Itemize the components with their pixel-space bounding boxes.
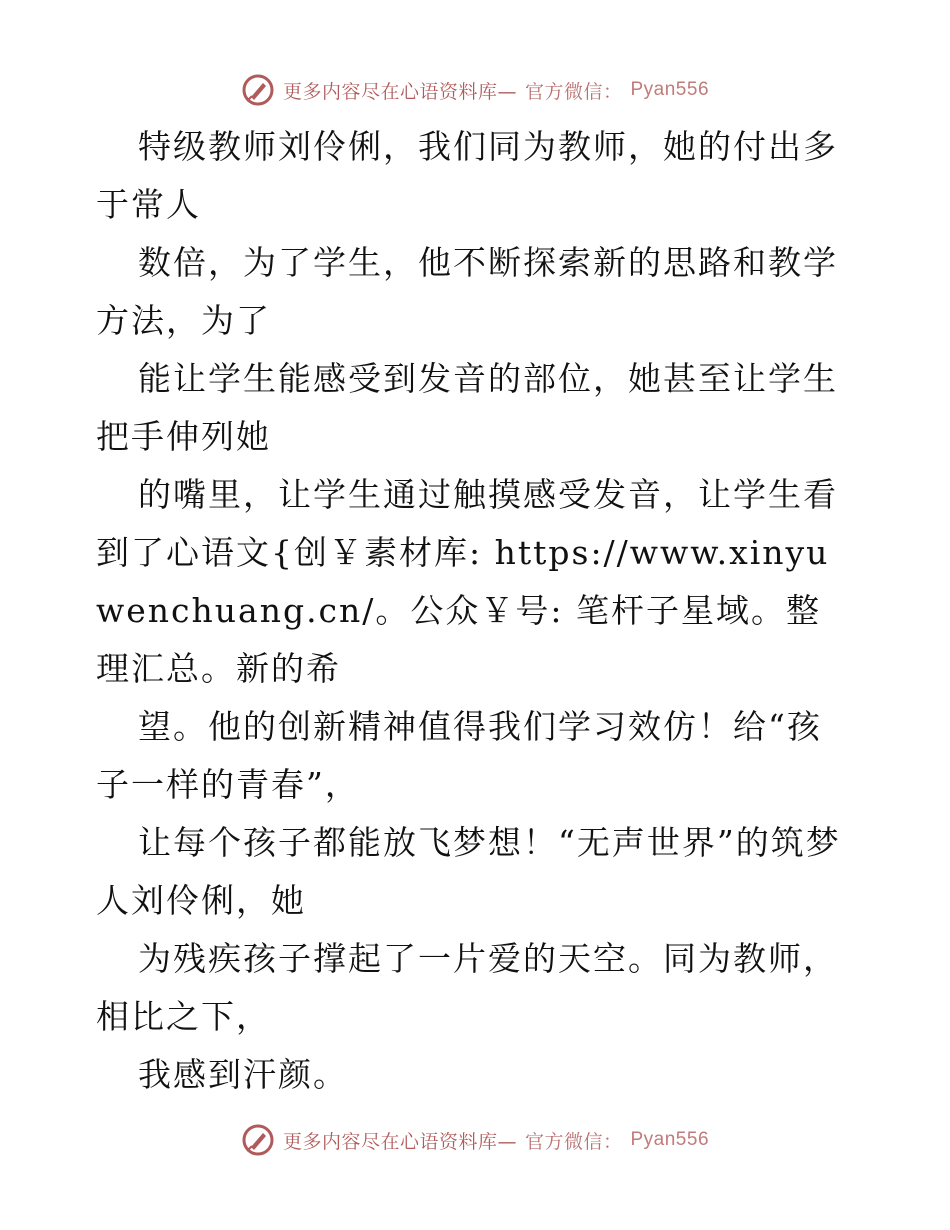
paragraph: 望。他的创新精神值得我们学习效仿！给“孩子一样的青春”， [96,707,822,804]
paragraph: 让每个孩子都能放飞梦想！“无声世界”的筑梦人刘伶俐，她 [96,823,841,920]
paragraph: 为残疾孩子撑起了一片爱的天空。同为教师，相比之下， [96,939,838,1036]
watermark-wechat-label: 官方微信： [524,80,623,103]
watermark-wechat-label: 官方微信： [524,1130,623,1153]
document-body [96,118,856,1104]
watermark-site-text: 更多内容尽在心语资料库— [282,1130,517,1153]
paragraph: 我感到汗颜。 [138,1055,348,1094]
paragraph: 能让学生能感受到发音的部位，她甚至让学生把手伸列她 [96,359,838,456]
paragraph: 特级教师刘伶俐，我们同为教师，她的付出多于常人 [96,127,838,224]
pen-nib-logo-icon [241,1123,275,1157]
paragraph: 数倍，为了学生，他不断探索新的思路和教学方法，为了 [96,243,838,340]
pen-nib-logo-icon [241,73,275,107]
footer-watermark [0,1120,950,1160]
watermark-wechat-handle: Pyan556 [630,79,710,100]
watermark-site-text: 更多内容尽在心语资料库— [282,80,517,103]
watermark-wechat-handle: Pyan556 [630,1129,710,1150]
header-watermark [0,70,950,110]
paragraph: 的嘴里，让学生通过触摸感受发音，让学生看到了心语文{创￥素材库: https://www.xinyuwenchuang.cn/。公众￥号: 笔杆子星域。整理汇总。新的希 [96,475,838,688]
